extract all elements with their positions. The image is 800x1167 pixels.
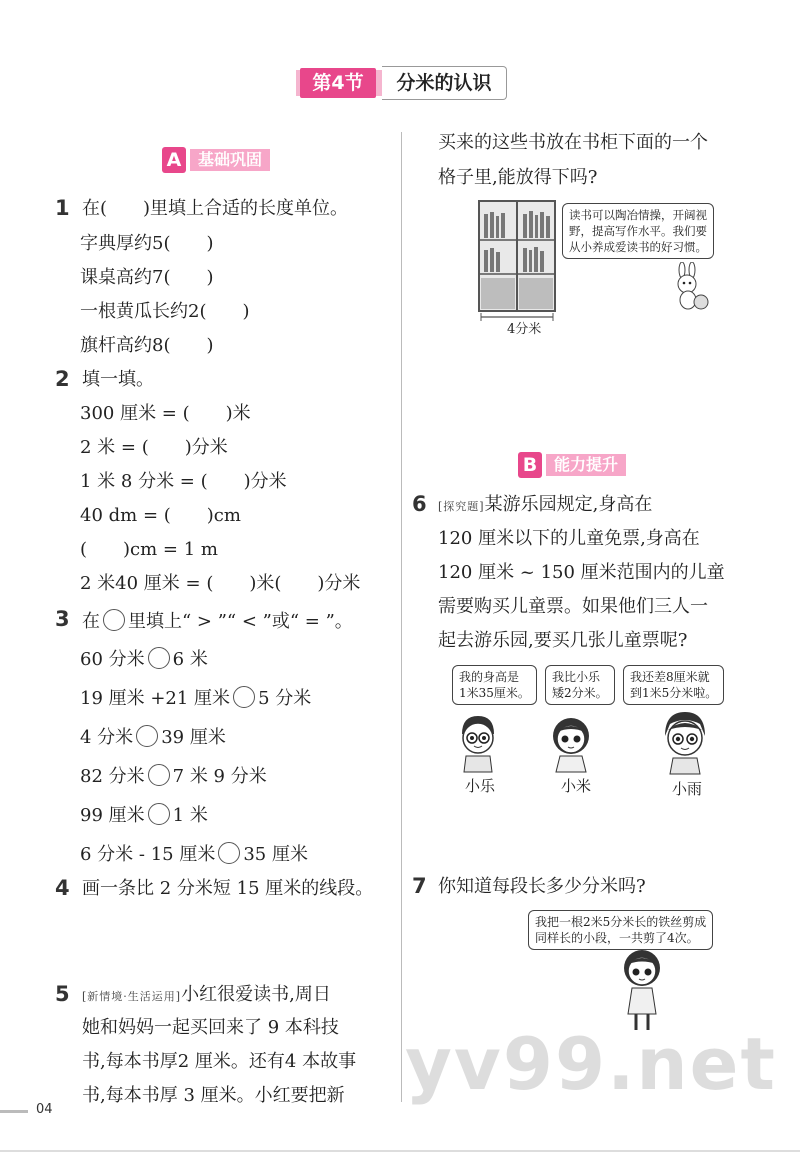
- q5-line-first: [82, 984, 331, 1008]
- shelf-width-label: 4分米: [507, 322, 542, 337]
- q1-line: 旗杆高约8( ): [80, 335, 214, 356]
- q3-number: 3: [55, 607, 70, 631]
- watermark: yv99.net: [405, 1022, 777, 1106]
- compare-circle-icon: [103, 609, 125, 631]
- q5-line: 小红很爱读书,周日: [181, 984, 331, 1005]
- q1-line: 字典厚约5( ): [80, 233, 214, 254]
- kid-speech-bubble: [545, 665, 615, 705]
- q5-number: 5: [55, 982, 70, 1006]
- q2-number: 2: [55, 367, 70, 391]
- q6-line: 起去游乐园,要买几张儿童票呢?: [438, 630, 688, 651]
- section-b-header: [518, 452, 658, 478]
- kid-name: 小米: [561, 777, 592, 795]
- kid-xiaole-icon: [456, 712, 500, 774]
- bubble-line: 野，提高写作水平。我们要: [569, 224, 707, 238]
- bubble-line: 我还差8厘米就: [630, 670, 710, 684]
- q2-line: 40 dm = ( )cm: [80, 505, 241, 526]
- q3-item: [80, 764, 267, 788]
- q1-prompt: 在( )里填上合适的长度单位。: [82, 198, 349, 219]
- q5-line: 书,每本书厚2 厘米。还有4 本故事: [82, 1051, 357, 1072]
- q3-right: 7 米 9 分米: [172, 766, 267, 787]
- q5-tag: [新情境·生活运用]: [82, 990, 182, 1003]
- q3-left: 4 分米: [80, 727, 134, 748]
- q3-item: [80, 686, 311, 710]
- q3-prompt: [82, 609, 353, 633]
- section-b-letter: B: [518, 452, 542, 478]
- q3-prompt-post: 里填上“ > ”“ < ”或“ = ”。: [128, 611, 353, 632]
- q3-right: 1 米: [172, 805, 208, 826]
- bubble-line: 读书可以陶冶情操，开阔视: [569, 208, 707, 222]
- section-a-letter: A: [162, 147, 186, 173]
- q4-number: 4: [55, 876, 70, 900]
- answer-circle[interactable]: [148, 803, 170, 825]
- q7-speech-bubble: [528, 910, 713, 950]
- section-title: 分米的认识: [382, 66, 507, 100]
- answer-circle[interactable]: [148, 647, 170, 669]
- q6-line-first: [438, 494, 652, 518]
- kid-speech-bubble: [623, 665, 724, 705]
- q6-line: 120 厘米 ~ 150 厘米范围内的儿童: [438, 562, 725, 583]
- kid-speech-bubble: [452, 665, 537, 705]
- kid-name: 小乐: [465, 777, 496, 795]
- q5-cont-line: 买来的这些书放在书柜下面的一个: [438, 132, 708, 153]
- page-number: 04: [36, 1102, 53, 1117]
- section-a-header: [162, 147, 302, 173]
- q3-left: 60 分米: [80, 649, 145, 670]
- q6-number: 6: [412, 492, 427, 516]
- kid-xiaoyu-icon: [660, 710, 710, 776]
- bubble-line: 同样长的小段，一共剪了4次。: [535, 931, 699, 945]
- q3-right: 6 米: [172, 649, 208, 670]
- q1-number: 1: [55, 196, 70, 220]
- bubble-line: 1米35厘米。: [459, 686, 530, 700]
- q6-tag: [探究题]: [438, 500, 485, 513]
- q5-line: 她和妈妈一起买回来了 9 本科技: [82, 1017, 339, 1038]
- q1-line: 课桌高约7( ): [80, 267, 214, 288]
- q4-text: 画一条比 2 分米短 15 厘米的线段。: [82, 878, 374, 899]
- section-a-label: 基础巩固: [190, 149, 270, 171]
- q6-line: 需要购买儿童票。如果他们三人一: [438, 596, 708, 617]
- q2-line: 300 厘米 = ( )米: [80, 403, 251, 424]
- q3-left: 19 厘米 +21 厘米: [80, 688, 231, 709]
- answer-circle[interactable]: [218, 842, 240, 864]
- q2-line: 1 米 8 分米 = ( )分米: [80, 471, 287, 492]
- section-b-label: 能力提升: [546, 454, 626, 476]
- bubble-line: 我比小乐: [552, 670, 601, 684]
- q3-item: [80, 725, 226, 749]
- q6-line: 120 厘米以下的儿童免票,身高在: [438, 528, 700, 549]
- q2-prompt: 填一填。: [82, 369, 154, 390]
- kid-xiaomi-icon: [548, 712, 594, 774]
- column-divider: [401, 132, 402, 1102]
- kid-name: 小雨: [672, 780, 703, 798]
- q7-number: 7: [412, 874, 427, 898]
- q2-line: 2 米40 厘米 = ( )米( )分米: [80, 573, 361, 594]
- bubble-line: 矮2分米。: [552, 686, 608, 700]
- q5-line: 书,每本书厚 3 厘米。小红要把新: [82, 1085, 345, 1106]
- section-badge: 第4节: [300, 68, 376, 98]
- q3-right: 39 厘米: [161, 727, 226, 748]
- rabbit-icon: [668, 262, 714, 312]
- q1-line: 一根黄瓜长约2( ): [80, 301, 250, 322]
- reading-speech-bubble: [562, 203, 714, 259]
- answer-circle[interactable]: [148, 764, 170, 786]
- q3-right: 5 分米: [258, 688, 312, 709]
- bottom-rule: [0, 1150, 800, 1152]
- q2-line: 2 米 = ( )分米: [80, 437, 228, 458]
- q3-item: [80, 842, 308, 866]
- footer-bar: [0, 1110, 28, 1113]
- q5-cont-line: 格子里,能放得下吗?: [438, 167, 598, 188]
- q6-line: 某游乐园规定,身高在: [484, 494, 653, 515]
- q2-line: ( )cm = 1 m: [80, 539, 218, 560]
- answer-circle[interactable]: [136, 725, 158, 747]
- bubble-line: 我的身高是: [459, 670, 520, 684]
- q3-left: 82 分米: [80, 766, 145, 787]
- section-header: [296, 66, 510, 100]
- q3-left: 99 厘米: [80, 805, 145, 826]
- q3-prompt-pre: 在: [82, 611, 100, 632]
- q3-right: 35 厘米: [243, 844, 308, 865]
- bubble-line: 从小养成爱读书的好习惯。: [569, 240, 707, 254]
- bubble-line: 我把一根2米5分米长的铁丝剪成: [535, 915, 707, 929]
- bookshelf-illustration: [478, 200, 556, 312]
- q3-item: [80, 803, 208, 827]
- bubble-line: 到1米5分米啦。: [630, 686, 718, 700]
- q7-text: 你知道每段长多少分米吗?: [438, 876, 646, 897]
- q3-item: [80, 647, 208, 671]
- answer-circle[interactable]: [233, 686, 255, 708]
- q3-left: 6 分米 - 15 厘米: [80, 844, 216, 865]
